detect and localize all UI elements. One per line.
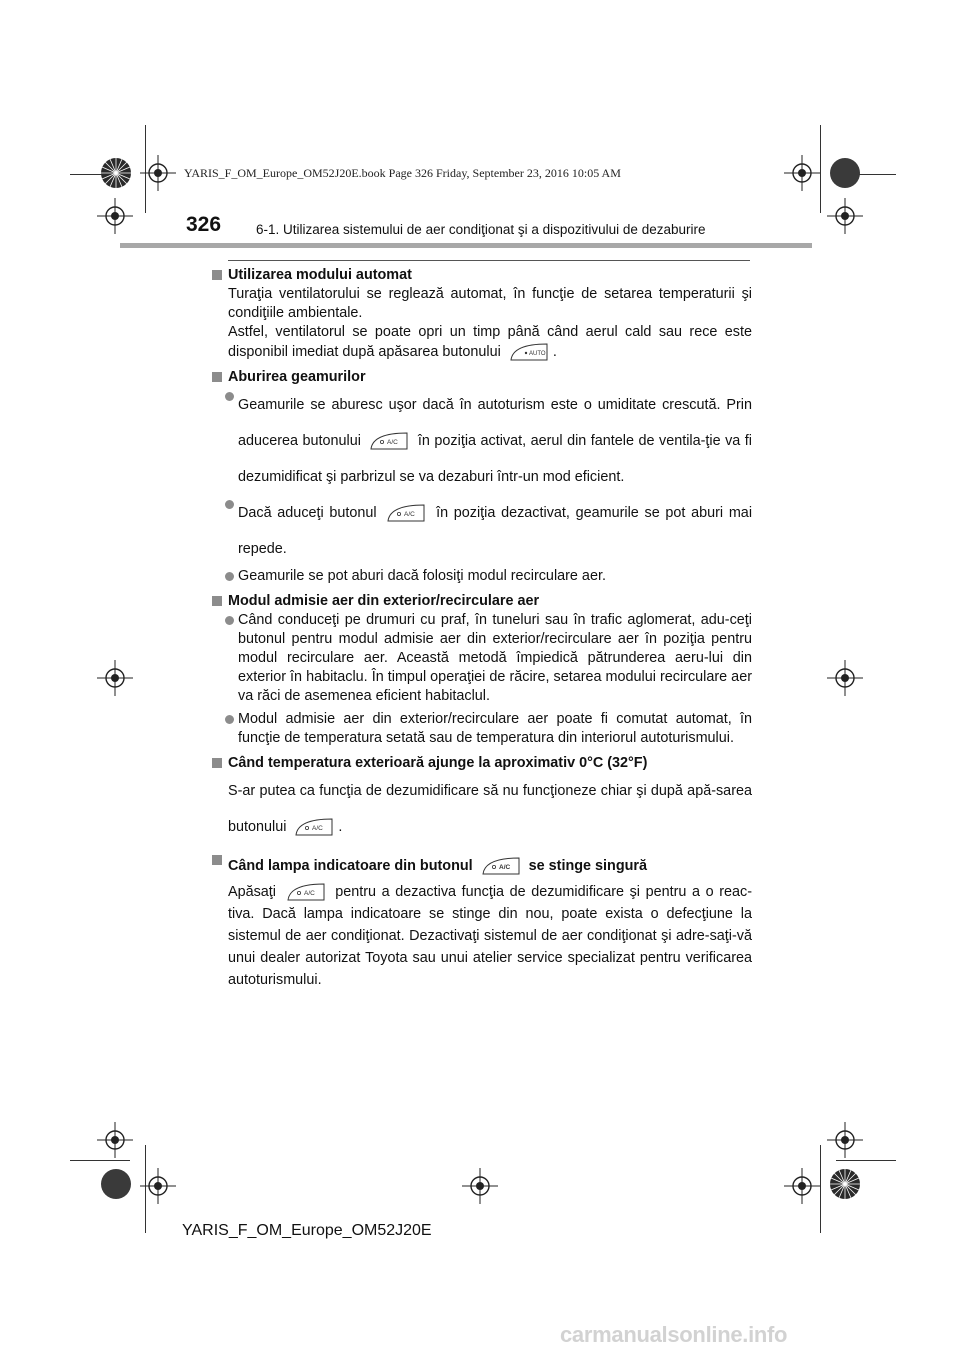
crop-line	[820, 1145, 821, 1233]
paragraph-text: Turaţia ventilatorului se reglează automat, în funcţie de setarea temperaturii şi condiţiile ambientale.	[228, 286, 752, 321]
section-title-text: Când lampa indicatoare din butonul	[228, 858, 473, 874]
ac-button-label: A/C	[387, 439, 399, 447]
bullet-text: Geamurile se pot aburi dacă folosiţi modul recirculare aer.	[238, 568, 606, 584]
header-underline	[228, 260, 750, 261]
registration-mark	[784, 155, 820, 191]
bullet-text: Modul admisie aer din exterior/recirculare aer poate fi comutat automat, în funcţie de temperatura setată sau de temperatura din interiorul autoturismului.	[238, 711, 752, 746]
section-title	[210, 851, 752, 881]
registration-mark	[784, 1168, 820, 1204]
ac-button-label: A/C	[498, 864, 510, 872]
section-title: Modul admisie aer din exterior/recirculare aer	[210, 592, 752, 611]
section-fogging	[210, 368, 752, 586]
book-info: YARIS_F_OM_Europe_OM52J20E.book Page 326 Friday, September 23, 2016 10:05 AM	[184, 166, 621, 180]
ac-button-icon	[386, 503, 426, 523]
section-title: Când temperatura exterioară ajunge la aproximativ 0°C (32°F)	[210, 754, 752, 773]
ac-button-label: A/C	[312, 825, 324, 833]
ac-button-icon	[369, 431, 409, 451]
paragraph	[210, 773, 752, 845]
auto-button-icon	[509, 342, 549, 362]
registration-mark	[140, 1168, 176, 1204]
crop-line	[70, 1160, 130, 1161]
bullet-item	[210, 710, 752, 748]
bullet-item	[210, 567, 752, 586]
bullet-item	[210, 611, 752, 706]
sentence-end: .	[552, 343, 557, 360]
ac-button-label: A/C	[303, 890, 315, 898]
bullet-text: Dacă aduceţi butonul	[238, 505, 377, 521]
header-rule	[120, 243, 812, 248]
solid-disc-mark	[100, 1168, 132, 1200]
main-content	[210, 266, 752, 991]
starburst-mark	[100, 157, 132, 189]
registration-mark	[827, 1122, 863, 1158]
footer-code: YARIS_F_OM_Europe_OM52J20E	[182, 1222, 432, 1239]
paragraph-text: pentru a dezactiva funcţia de dezumidificare şi pentru a o reac-tiva. Dacă lampa indicatoare se stinge din nou, poate exista o defecţiune la sistemul de aer condiţionat. Dezactivaţi sistemul de aer condiţionat şi adre-saţi-vă unui dealer autorizat Toyota sau unui atelier service specializat pentru verificarea autoturismului.	[228, 884, 753, 988]
bullet-item	[210, 495, 752, 567]
paragraph-text: Apăsaţi	[228, 884, 276, 900]
ac-button-icon	[294, 817, 334, 837]
paragraph-text: Astfel, ventilatorul se poate opri un timp până când aerul cald sau rece este disponibil imediat după apăsarea butonului	[228, 324, 752, 360]
bullet-text: Geamurile se aburesc uşor dacă în autoturism este o umiditate crescută. Prin aducerea butonului	[238, 397, 752, 449]
bullet-text: în poziţia activat, aerul din fantele de ventila-ţie va fi dezumidificat şi parbrizul se va dezaburi într-un mod eficient.	[238, 433, 752, 485]
crop-line	[820, 125, 821, 213]
section-title-text: se stinge singură	[528, 858, 648, 874]
ac-button-icon	[286, 882, 326, 902]
paragraph-text: S-ar putea ca funcţia de dezumidificare să nu funcţioneze chiar şi după apă-sarea butonului	[228, 783, 752, 835]
section-title: Utilizarea modului automat	[210, 266, 752, 285]
ac-button-label: A/C	[404, 511, 416, 519]
auto-button-label: AUTO	[528, 351, 546, 357]
registration-mark	[97, 1122, 133, 1158]
solid-disc-mark	[829, 157, 861, 189]
section-air-intake	[210, 592, 752, 748]
registration-mark	[97, 198, 133, 234]
crop-line	[836, 1160, 896, 1161]
registration-mark	[827, 660, 863, 696]
section-auto-mode	[210, 266, 752, 362]
paragraph	[210, 285, 752, 362]
section-outside-temp	[210, 754, 752, 845]
chapter-title: 6-1. Utilizarea sistemului de aer condiţionat şi a dispozitivului de dezaburire	[256, 222, 706, 237]
page-number: 326	[186, 213, 222, 236]
registration-mark	[97, 660, 133, 696]
registration-mark	[140, 155, 176, 191]
paragraph	[210, 881, 752, 991]
bullet-item	[210, 387, 752, 495]
watermark: carmanualsonline.info	[560, 1322, 788, 1347]
sentence-end: .	[338, 819, 343, 835]
registration-mark	[827, 198, 863, 234]
bullet-text: Când conduceţi pe drumuri cu praf, în tuneluri sau în trafic aglomerat, adu-ceţi butonul pentru modul admisie aer din exterior/recirculare aer în poziţia pentru modul recirculare aer. Această metodă împiedică pătrunderea aeru-lui din exterior în habitaclu. În timpul operaţiei de răcire, setarea modului recirculare aer va răci de asemenea eficient habitaclul.	[238, 612, 752, 704]
ac-button-icon	[481, 856, 521, 876]
bullet-text: în poziţia dezactivat, geamurile se pot aburi mai repede.	[238, 505, 753, 557]
section-lamp-off	[210, 851, 752, 991]
starburst-mark	[829, 1168, 861, 1200]
registration-mark	[462, 1168, 498, 1204]
section-title: Aburirea geamurilor	[210, 368, 752, 387]
